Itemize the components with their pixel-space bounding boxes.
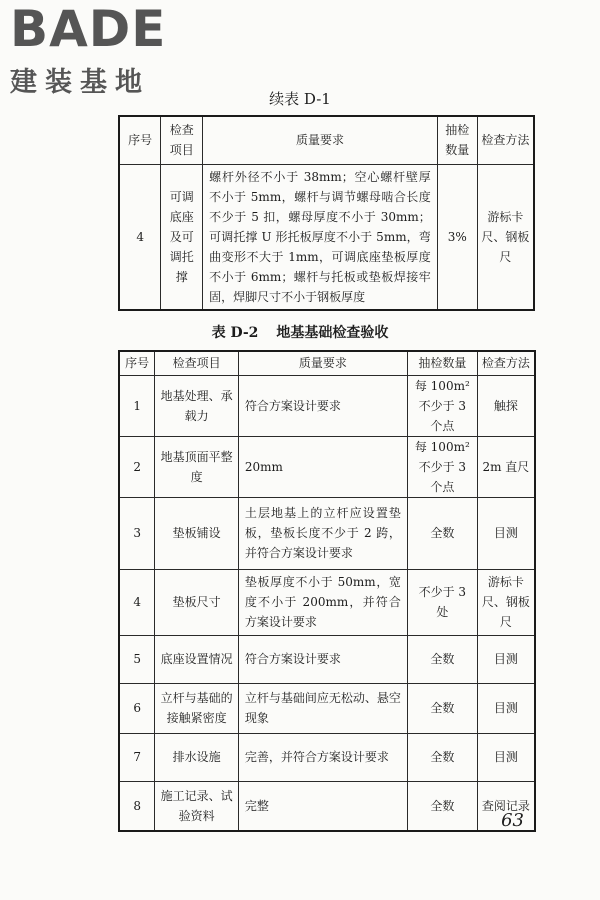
table2-caption xyxy=(0,322,600,342)
cell-no: 4 xyxy=(119,569,155,635)
header-sample: 抽检数量 xyxy=(437,116,477,164)
cell-requirement: 土层地基上的立杆应设置垫板，垫板长度不少于 2 跨，并符合方案设计要求 xyxy=(238,497,407,569)
cell-item: 立杆与基础的接触紧密度 xyxy=(155,683,239,733)
header-method: 检查方法 xyxy=(477,116,534,164)
header-no: 序号 xyxy=(119,116,161,164)
cell-method: 目测 xyxy=(477,497,535,569)
table2-header-row xyxy=(119,351,535,375)
cell-sample: 全数 xyxy=(407,683,477,733)
cell-item: 排水设施 xyxy=(155,733,239,781)
cell-sample: 每 100m² 不少于 3 个点 xyxy=(407,375,477,436)
cell-item: 施工记录、试验资料 xyxy=(155,781,239,831)
logo-word: BADE xyxy=(10,0,167,58)
table1-header-row xyxy=(119,116,534,164)
cell-no: 7 xyxy=(119,733,155,781)
cell-sample: 全数 xyxy=(407,497,477,569)
table-d2 xyxy=(118,350,536,832)
table-row xyxy=(119,781,535,831)
table-row xyxy=(119,375,535,436)
header-requirement: 质量要求 xyxy=(203,116,438,164)
cell-no: 4 xyxy=(119,164,161,310)
cell-item: 可调底座及可调托撑 xyxy=(161,164,203,310)
cell-sample: 不少于 3 处 xyxy=(407,569,477,635)
cell-requirement: 符合方案设计要求 xyxy=(238,635,407,683)
page-number: 63 xyxy=(501,810,524,831)
cell-method: 查阅记录 xyxy=(477,781,535,831)
header-item: 检查项目 xyxy=(155,351,239,375)
cell-no: 6 xyxy=(119,683,155,733)
cell-method: 游标卡尺、钢板尺 xyxy=(477,164,534,310)
cell-requirement: 螺杆外径不小于 38mm；空心螺杆壁厚不小于 5mm，螺杆与调节螺母啮合长度不少于 5 扣，螺母厚度不小于 30mm；可调托撑 U 形托板厚度不小于 5mm，弯曲变形不大于 1mm，可调底座垫板厚度不小于 6mm；螺杆与托板或垫板焊接牢固，焊脚尺寸不小于钢板厚度 xyxy=(203,164,438,310)
logo-subtitle: 建装基地 xyxy=(10,67,150,98)
cell-item: 垫板铺设 xyxy=(155,497,239,569)
cell-method: 目测 xyxy=(477,635,535,683)
table1-caption: 续表 D-1 xyxy=(269,90,331,108)
table-row xyxy=(119,683,535,733)
table-d1-continued xyxy=(118,115,535,311)
cell-item: 地基顶面平整度 xyxy=(155,436,239,497)
cell-method: 游标卡尺、钢板尺 xyxy=(477,569,535,635)
table-row xyxy=(119,164,534,310)
cell-method: 目测 xyxy=(477,683,535,733)
header-item: 检查项目 xyxy=(161,116,203,164)
header-no: 序号 xyxy=(119,351,155,375)
header-sample: 抽检数量 xyxy=(407,351,477,375)
cell-no: 5 xyxy=(119,635,155,683)
table2-caption-title: 地基基础检查验收 xyxy=(276,325,389,341)
table-row xyxy=(119,436,535,497)
cell-requirement: 符合方案设计要求 xyxy=(238,375,407,436)
cell-method: 触探 xyxy=(477,375,535,436)
header-method: 检查方法 xyxy=(477,351,535,375)
table-row xyxy=(119,497,535,569)
cell-requirement: 完善，并符合方案设计要求 xyxy=(238,733,407,781)
cell-requirement: 垫板厚度不小于 50mm，宽度不小于 200mm，并符合方案设计要求 xyxy=(238,569,407,635)
table2-caption-label: 表 D-2 xyxy=(211,325,259,341)
cell-no: 2 xyxy=(119,436,155,497)
cell-requirement: 完整 xyxy=(238,781,407,831)
cell-no: 8 xyxy=(119,781,155,831)
cell-no: 1 xyxy=(119,375,155,436)
cell-sample: 全数 xyxy=(407,635,477,683)
cell-sample: 3% xyxy=(437,164,477,310)
cell-sample: 每 100m² 不少于 3 个点 xyxy=(407,436,477,497)
cell-item: 底座设置情况 xyxy=(155,635,239,683)
cell-method: 目测 xyxy=(477,733,535,781)
cell-item: 地基处理、承载力 xyxy=(155,375,239,436)
cell-item: 垫板尺寸 xyxy=(155,569,239,635)
cell-sample: 全数 xyxy=(407,733,477,781)
cell-no: 3 xyxy=(119,497,155,569)
cell-requirement: 20mm xyxy=(238,436,407,497)
cell-method: 2m 直尺 xyxy=(477,436,535,497)
table-row xyxy=(119,569,535,635)
table-row xyxy=(119,635,535,683)
table-row xyxy=(119,733,535,781)
header-requirement: 质量要求 xyxy=(238,351,407,375)
cell-requirement: 立杆与基础间应无松动、悬空现象 xyxy=(238,683,407,733)
cell-sample: 全数 xyxy=(407,781,477,831)
bade-logo xyxy=(10,0,167,99)
